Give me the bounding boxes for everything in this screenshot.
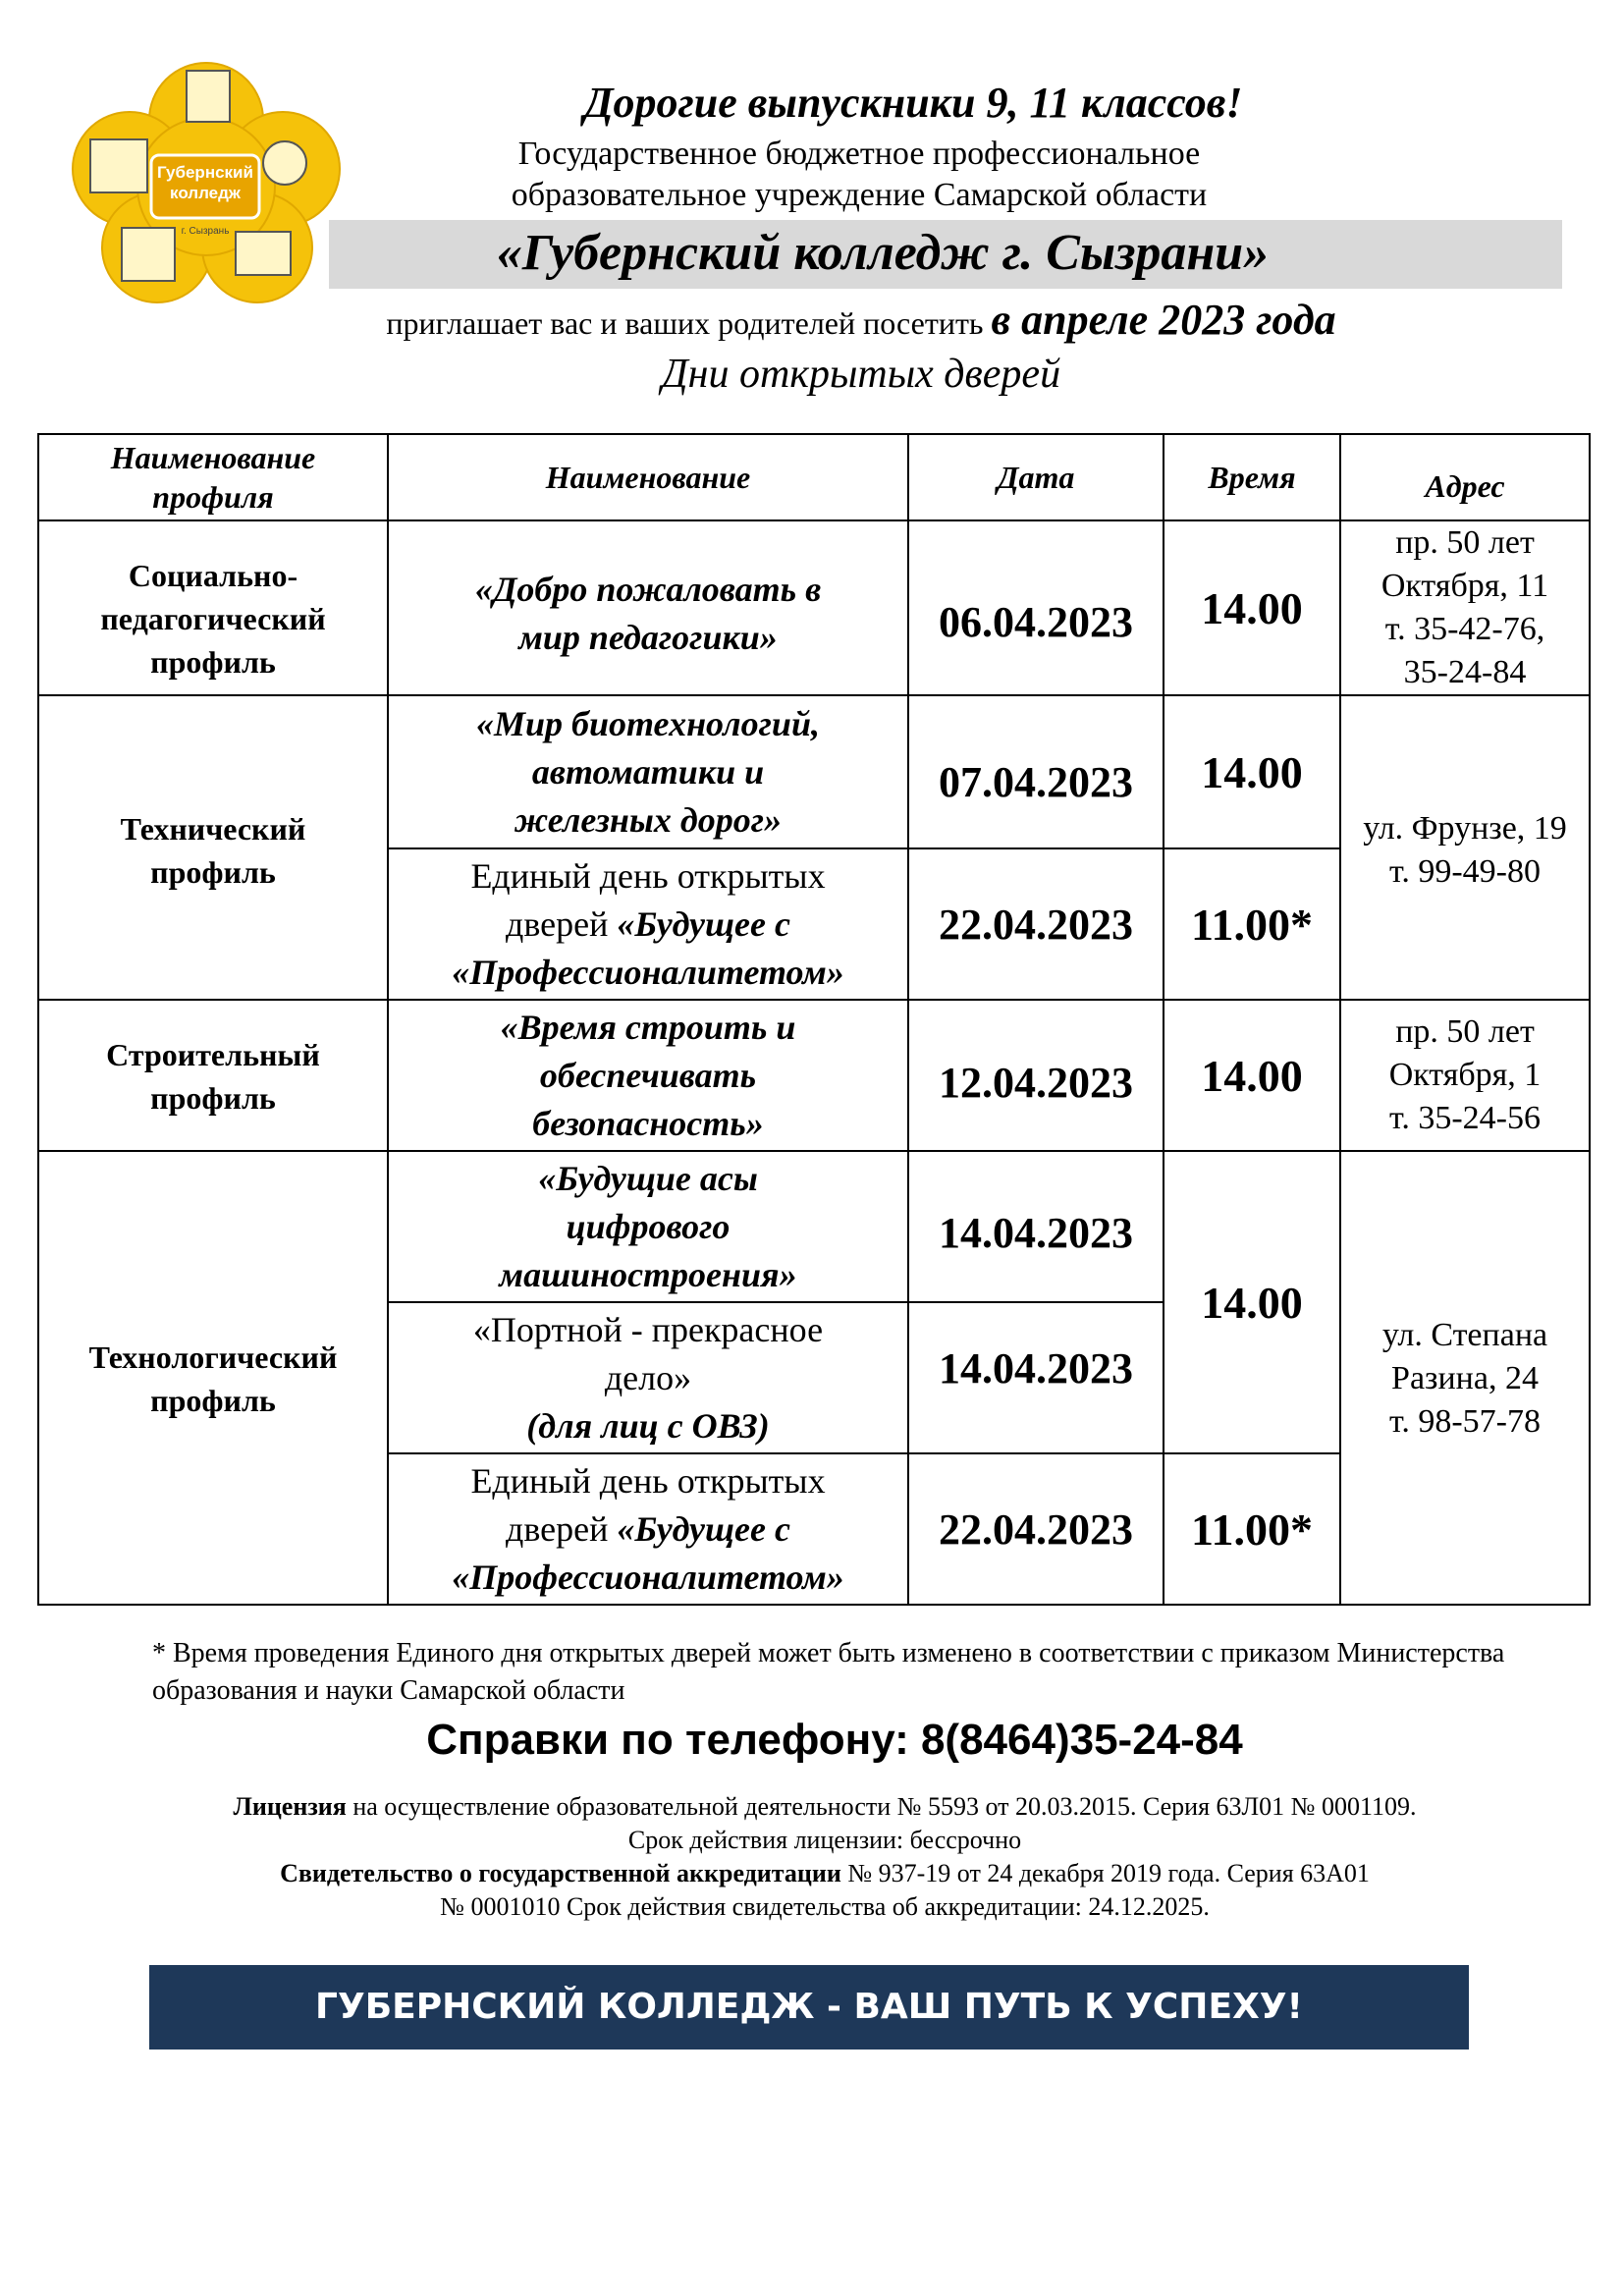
profile-cell: Технологический профиль [38, 1151, 388, 1605]
svg-text:колледж: колледж [170, 184, 241, 202]
event-date: 14.04.2023 [908, 1151, 1164, 1302]
event-name-cell: «Будущие асы цифрового машиностроения» [388, 1151, 908, 1302]
event-name-cell: «Время строить и обеспечивать безопасность» [388, 1000, 908, 1151]
table-row [38, 1000, 1590, 1151]
col-header-address: Адрес [1340, 434, 1590, 520]
event-time: 14.00 [1164, 1151, 1340, 1453]
address-cell: ул. Фрунзе, 19 т. 99-49-80 [1340, 695, 1590, 1000]
event-name-cell: «Портной - прекрасное дело» (для лиц с ОВЗ) [388, 1302, 908, 1453]
event-time: 14.00 [1164, 695, 1340, 848]
event-date: 14.04.2023 [908, 1302, 1164, 1453]
footnote: * Время проведения Единого дня открытых дверей может быть изменено в соответствии с приказом Министерства образования и науки Самарской области [152, 1638, 1505, 1706]
profile-cell: Строительный профиль [38, 1000, 388, 1151]
event-date: 12.04.2023 [908, 1000, 1164, 1151]
college-name: «Губернский колледж г. Сызрани» [496, 225, 1270, 281]
address-cell: пр. 50 лет Октября, 1 т. 35-24-56 [1340, 1000, 1590, 1151]
open-days-title: Дни открытых дверей [661, 352, 1061, 397]
svg-text:Губернский: Губернский [157, 163, 253, 182]
table-header-row [38, 434, 1590, 520]
invitation-text: приглашает вас и ваших родителей посетить в апреле 2023 года [386, 296, 1336, 344]
event-date: 22.04.2023 [908, 1453, 1164, 1605]
address-cell: ул. Степана Разина, 24 т. 98-57-78 [1340, 1151, 1590, 1605]
event-name-cell: «Мир биотехнологий, автоматики и железных дорог» [388, 695, 908, 848]
invitation-date: в апреле 2023 года [991, 296, 1336, 344]
event-date: 22.04.2023 [908, 848, 1164, 1000]
event-time: 14.00 [1164, 1000, 1340, 1151]
event-time: 11.00* [1164, 848, 1340, 1000]
profile-cell: Технический профиль [38, 695, 388, 1000]
organization-type: Государственное бюджетное профессиональное образовательное учреждение Самарской области [511, 136, 1208, 213]
license-info: Лицензия на осуществление образовательной деятельности № 5593 от 20.03.2015. Серия 63Л01 № 0001109. Срок действия лицензии: бессрочно Свидетельство о государственной аккредитации № 937-19 от 24 декабря 2019 года. Серия 63А01 № 0001010 Срок действия свидетельства об аккредитации: 24.12.2025. [233, 1792, 1417, 1921]
phone-info: Справки по телефону: 8(8464)35-24-84 [426, 1716, 1243, 1764]
table-row [38, 1151, 1590, 1302]
event-time: 14.00 [1164, 520, 1340, 695]
table-row [38, 520, 1590, 695]
col-header-profile: Наименование профиля [38, 434, 388, 520]
svg-text:г. Сызрань: г. Сызрань [181, 226, 230, 237]
greeting-heading: Дорогие выпускники 9, 11 классов! [583, 79, 1243, 127]
event-date: 07.04.2023 [908, 695, 1164, 848]
address-cell: пр. 50 лет Октября, 11 т. 35-42-76, 35-24-84 [1340, 520, 1590, 695]
profile-cell: Социально- педагогический профиль [38, 520, 388, 695]
col-header-time: Время [1164, 434, 1340, 520]
table-row [38, 695, 1590, 848]
col-header-date: Дата [908, 434, 1164, 520]
event-time: 11.00* [1164, 1453, 1340, 1605]
open-days-table [37, 433, 1591, 1606]
event-name-cell: «Добро пожаловать в мир педагогики» [388, 520, 908, 695]
college-logo [69, 59, 344, 304]
slogan-banner: ГУБЕРНСКИЙ КОЛЛЕДЖ - ВАШ ПУТЬ К УСПЕХУ! [149, 1965, 1469, 2050]
event-name-cell: Единый день открытых дверей «Будущее с «Профессионалитетом» [388, 1453, 908, 1605]
event-name-cell: Единый день открытых дверей «Будущее с «Профессионалитетом» [388, 848, 908, 1000]
col-header-name: Наименование [388, 434, 908, 520]
event-date: 06.04.2023 [908, 520, 1164, 695]
